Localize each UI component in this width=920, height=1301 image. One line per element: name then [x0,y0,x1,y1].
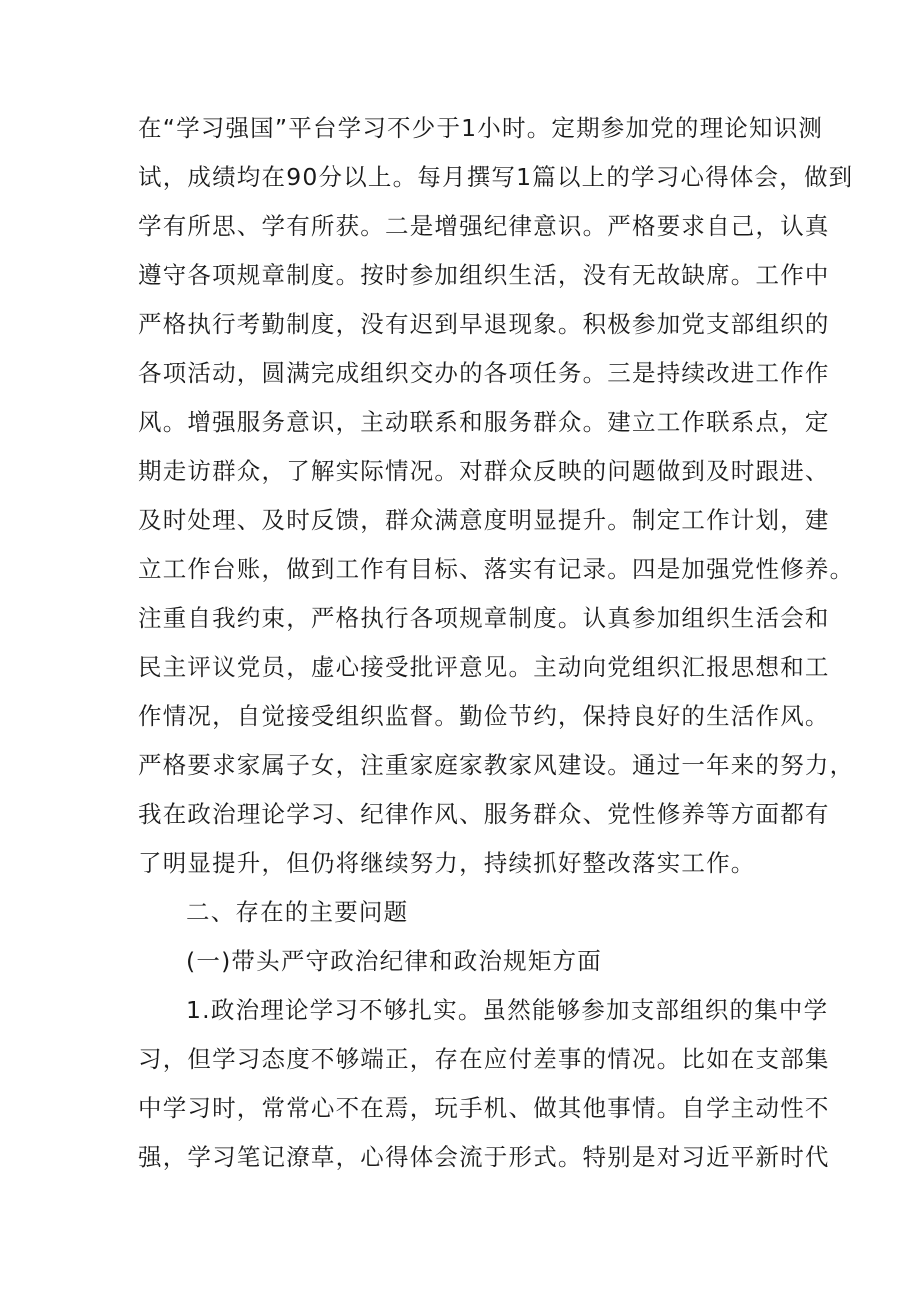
text-line: 立工作台账，做到工作有目标、落实有记录。四是加强党性修养。 [138,555,855,583]
text-line: 试，成绩均在90分以上。每月撰写1篇以上的学习心得体会，做到 [138,163,854,191]
text-line: 中学习时，常常心不在焉，玩手机、做其他事情。自学主动性不 [138,1094,830,1122]
text-line: 遵守各项规章制度。按时参加组织生活，没有无故缺席。工作中 [138,261,830,289]
text-line: 1.政治理论学习不够扎实。虽然能够参加支部组织的集中学 [186,996,829,1024]
text-line: 在“学习强国”平台学习不少于1小时。定期参加党的理论知识测 [138,114,824,142]
subsection-heading: (一)带头严守政治纪律和政治规矩方面 [186,947,602,975]
text-line: 期走访群众，了解实际情况。对群众反映的问题做到及时跟进、 [138,457,830,485]
text-line: 风。增强服务意识，主动联系和服务群众。建立工作联系点，定 [138,408,830,436]
text-line: 严格执行考勤制度，没有迟到早退现象。积极参加党支部组织的 [138,310,830,338]
text-line: 我在政治理论学习、纪律作风、服务群众、党性修养等方面都有 [138,800,830,828]
text-line: 注重自我约束，严格执行各项规章制度。认真参加组织生活会和 [138,604,830,632]
text-line: 了明显提升，但仍将继续努力，持续抓好整改落实工作。 [138,849,756,877]
text-line: 习，但学习态度不够端正，存在应付差事的情况。比如在支部集 [138,1045,830,1073]
text-line: 民主评议党员，虚心接受批评意见。主动向党组织汇报思想和工 [138,653,830,681]
text-line: 学有所思、学有所获。二是增强纪律意识。严格要求自己，认真 [138,212,830,240]
text-line: 及时处理、及时反馈，群众满意度明显提升。制定工作计划，建 [138,506,830,534]
text-line: 严格要求家属子女，注重家庭家教家风建设。通过一年来的努力， [138,751,855,779]
text-line: 强，学习笔记潦草，心得体会流于形式。特别是对习近平新时代 [138,1143,830,1171]
text-line: 作情况，自觉接受组织监督。勤俭节约，保持良好的生活作风。 [138,702,830,730]
text-line: 各项活动，圆满完成组织交办的各项任务。三是持续改进工作作 [138,359,830,387]
section-heading: 二、存在的主要问题 [186,898,409,926]
